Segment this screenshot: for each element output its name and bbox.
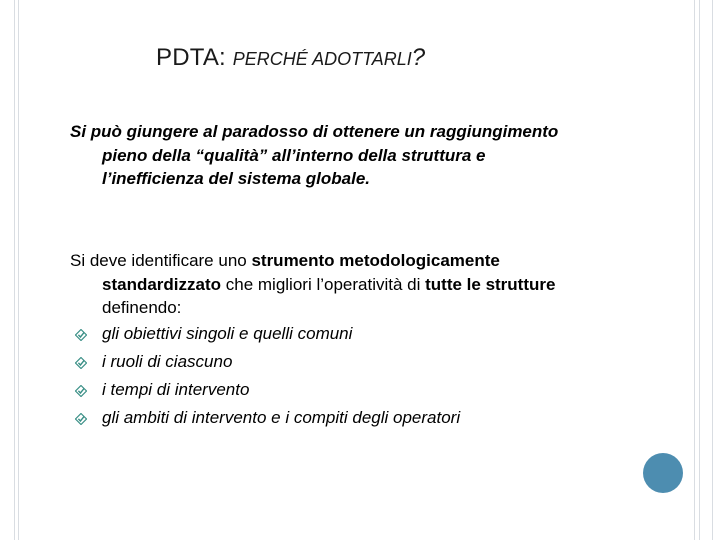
list-item-text: gli ambiti di intervento e i compiti degli operatori — [102, 408, 461, 427]
list-item-text: gli obiettivi singoli e quelli comuni — [102, 324, 353, 343]
paragraph-paradox — [70, 120, 650, 191]
list-item — [70, 376, 460, 404]
title-main: PDTA: — [156, 44, 233, 71]
title-question-mark: ? — [411, 44, 426, 71]
title-subtitle: PERCHÉ ADOTTARLI — [232, 49, 412, 69]
checkmark-diamond-icon — [75, 413, 87, 425]
paragraph-line: l’inefficienza del sistema globale. — [102, 169, 370, 188]
bullet-list — [70, 320, 460, 432]
checkmark-diamond-icon — [75, 385, 87, 397]
list-item — [70, 404, 460, 432]
left-border-line — [14, 0, 15, 540]
left-border-line — [18, 0, 19, 540]
text-run-bold: standardizzato — [102, 274, 222, 294]
text-run-bold: tutte le strutture — [425, 274, 556, 294]
right-border-line — [699, 0, 700, 540]
paragraph-line — [70, 273, 650, 297]
list-item-text: i tempi di intervento — [102, 380, 250, 399]
checkmark-diamond-icon — [75, 329, 87, 341]
text-run: che migliori l’operatività di — [221, 274, 426, 294]
text-run-bold: strumento metodologicamente — [251, 251, 500, 270]
right-border-line — [712, 0, 713, 540]
list-item — [70, 348, 460, 376]
circle-decoration — [643, 453, 683, 493]
paragraph-tool — [70, 249, 650, 320]
paragraph-line: definendo: — [102, 298, 182, 317]
right-border-line — [694, 0, 695, 540]
paragraph-line: pieno della “qualità” all’interno della struttura e — [102, 145, 486, 165]
text-run: Si deve identificare uno — [70, 251, 252, 270]
list-item-text: i ruoli di ciascuno — [102, 352, 233, 371]
paragraph-line — [70, 249, 650, 273]
checkmark-diamond-icon — [75, 357, 87, 369]
slide-title — [156, 44, 425, 72]
paragraph-line: Si può giungere al paradosso di ottenere un raggiungimento — [70, 122, 559, 141]
list-item — [70, 320, 460, 348]
